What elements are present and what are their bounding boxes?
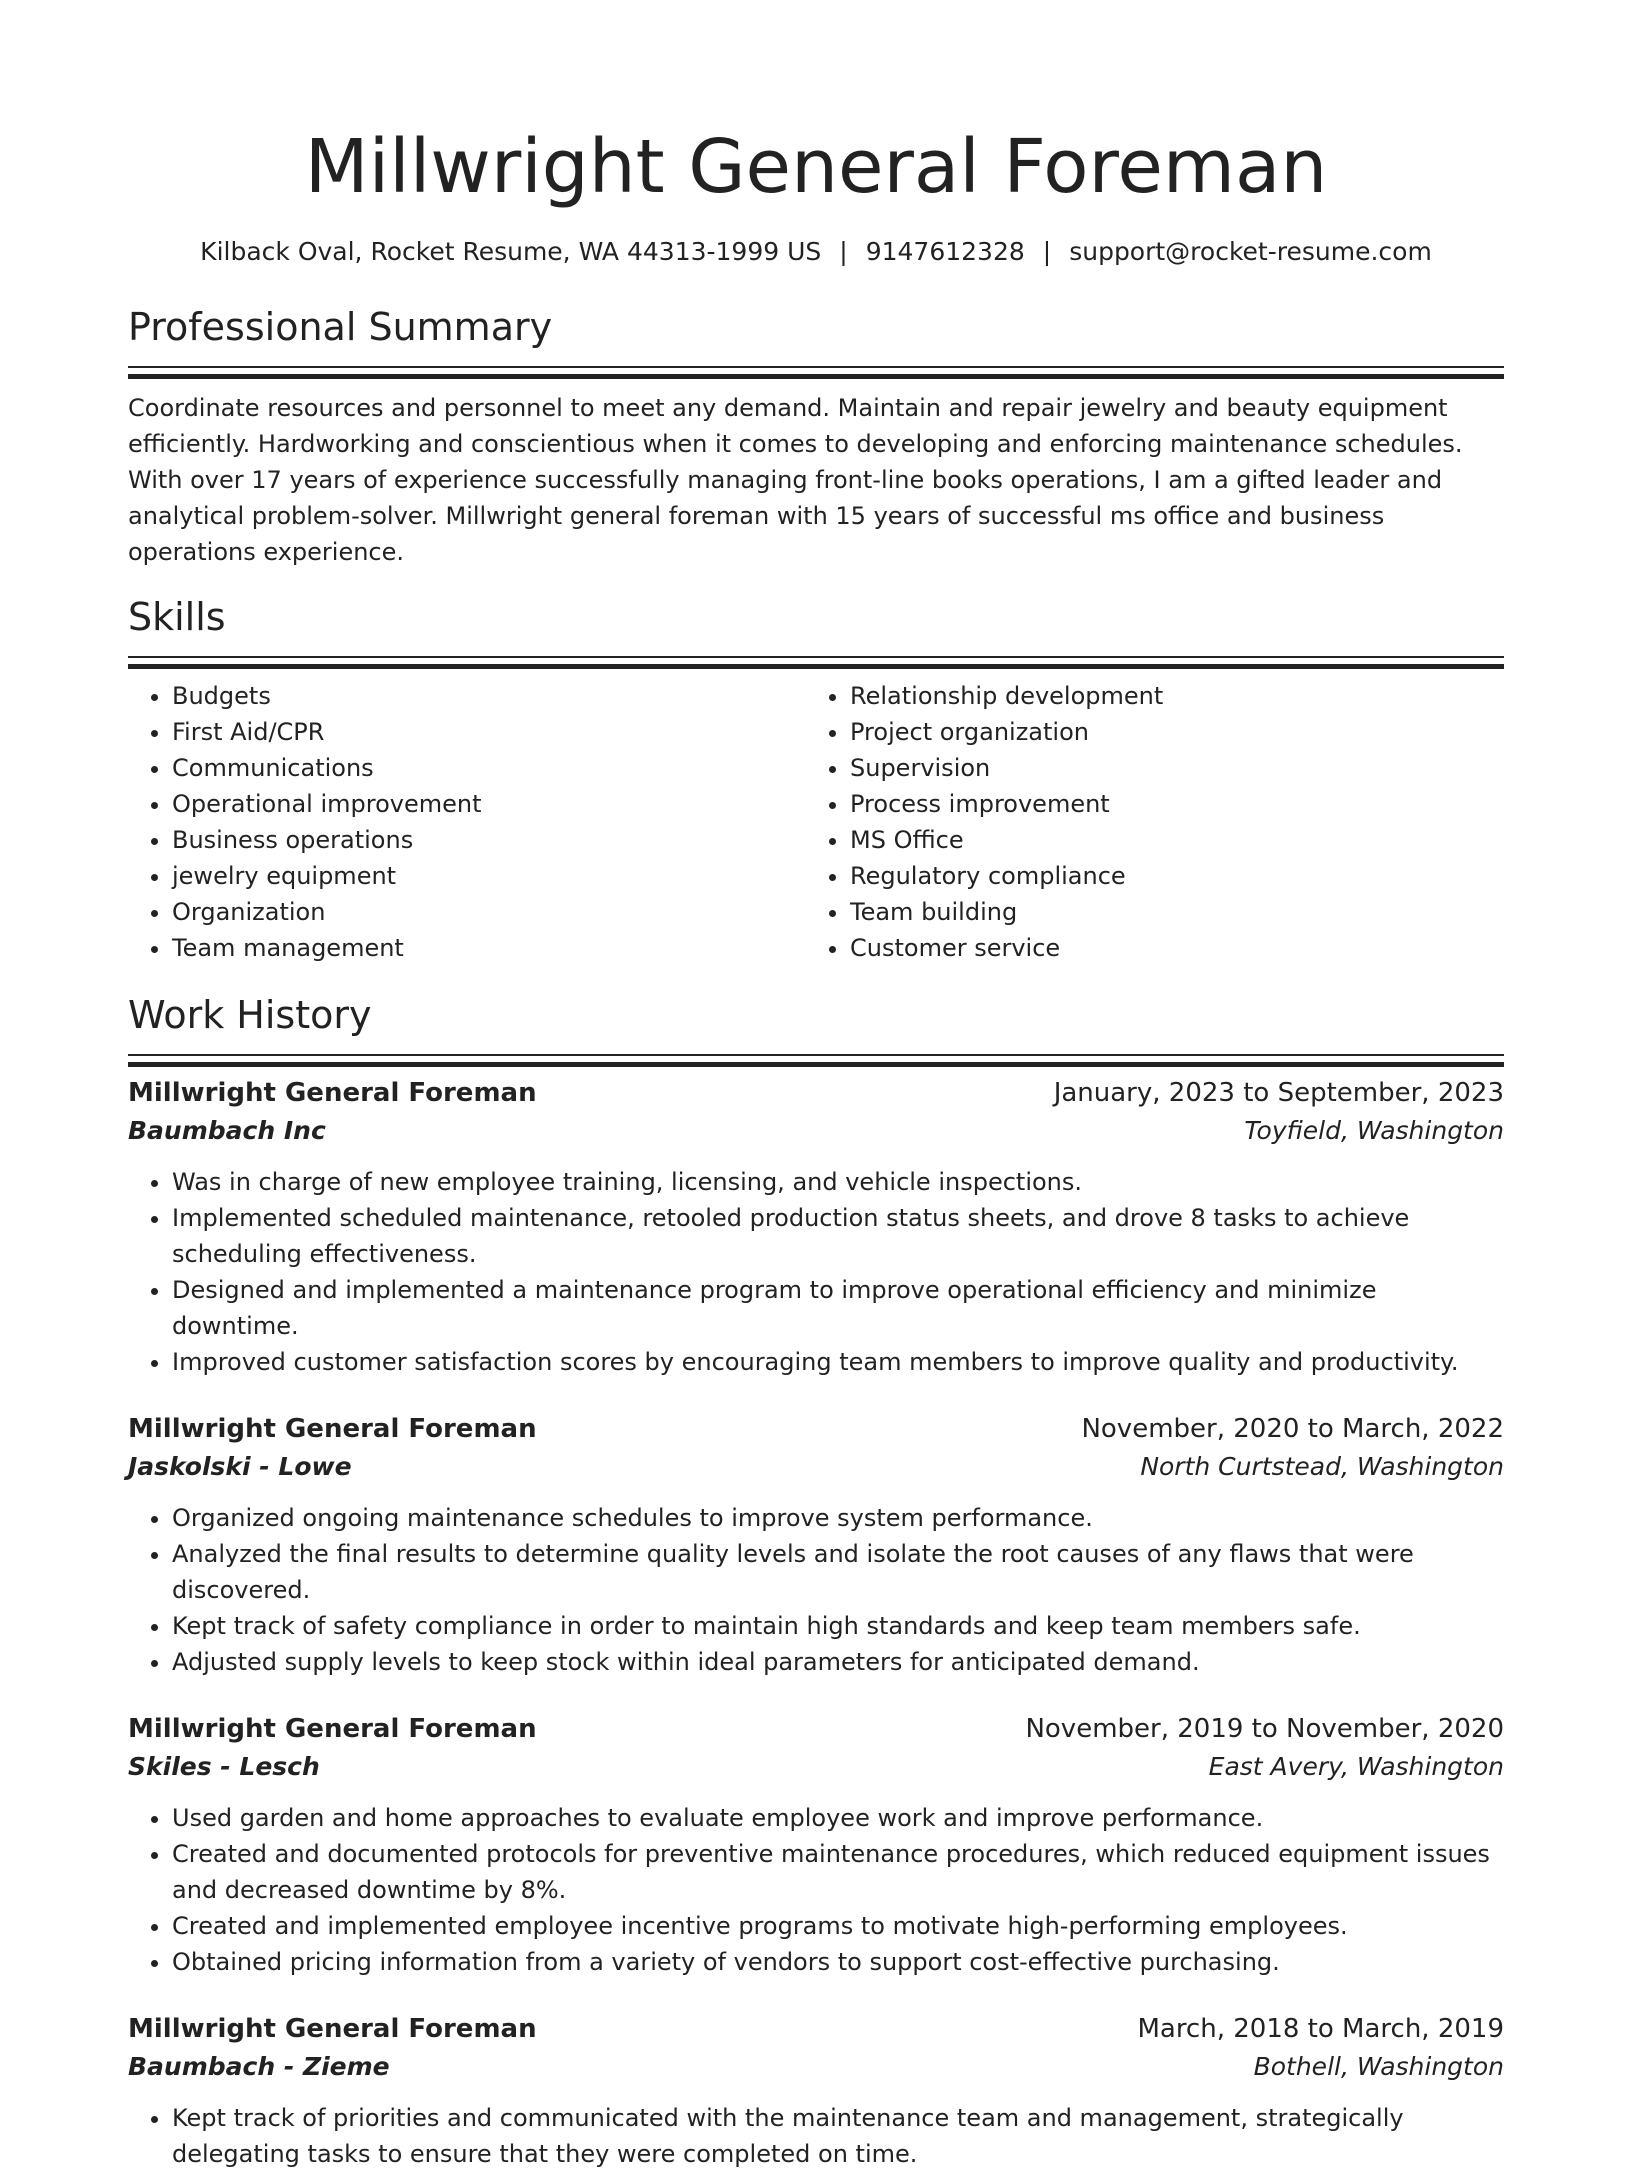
skill-item: • Business operations: [172, 822, 806, 858]
work-history-section: [128, 990, 1504, 2172]
job-header-row: [128, 1710, 1504, 1748]
job-bullet: • Improved customer satisfaction scores by encouraging team members to improve quality and productivity.: [172, 1344, 1504, 1380]
section-title: Professional Summary: [128, 305, 553, 349]
job-bullet: • Analyzed the final results to determine quality levels and isolate the root causes of any flaws that were discovered.: [172, 1536, 1504, 1608]
skill-item: • Regulatory compliance: [850, 858, 1484, 894]
section-title: Skills: [128, 595, 226, 639]
skill-item: • Communications: [172, 750, 806, 786]
job-location: East Avery, Washington: [1208, 1752, 1504, 1781]
job-subheader-row: [128, 2048, 1504, 2086]
section-divider: [128, 1054, 1504, 1066]
job-company: Baumbach Inc: [128, 1116, 326, 1145]
contact-separator: |: [839, 237, 848, 266]
skill-item: • Team building: [850, 894, 1484, 930]
job-bullet: • Designed and implemented a maintenance program to improve operational efficiency and minimize downtime.: [172, 1272, 1504, 1344]
skill-item: • Customer service: [850, 930, 1484, 966]
skills-list: [128, 678, 1504, 966]
contact-phone[interactable]: 9147612328: [865, 237, 1025, 266]
skills-column-right: [806, 678, 1484, 966]
job-bullet: • Kept track of priorities and communicated with the maintenance team and management, strategically delegating tasks to ensure that they were completed on time.: [172, 2100, 1504, 2172]
job-title: Millwright General Foreman: [128, 1714, 537, 1744]
job-bullet: • Was in charge of new employee training, licensing, and vehicle inspections.: [172, 1164, 1504, 1200]
job-header-row: [128, 1074, 1504, 1112]
section-divider: [128, 366, 1504, 378]
job-entry: [128, 2010, 1504, 2172]
job-bullet: • Adjusted supply levels to keep stock within ideal parameters for anticipated demand.: [172, 1644, 1504, 1680]
contact-line: [128, 236, 1504, 268]
skill-item: • First Aid/CPR: [172, 714, 806, 750]
resume-name: Millwright General Foreman: [304, 124, 1328, 210]
skill-item: • jewelry equipment: [172, 858, 806, 894]
job-title: Millwright General Foreman: [128, 2014, 537, 2044]
skills-section: [128, 592, 1504, 966]
skills-column-left: [128, 678, 806, 966]
job-bullets: [128, 2100, 1504, 2172]
job-header-row: [128, 1410, 1504, 1448]
job-bullet: • Organized ongoing maintenance schedules to improve system performance.: [172, 1500, 1504, 1536]
job-bullets: [128, 1164, 1504, 1380]
job-dates: March, 2018 to March, 2019: [1137, 2014, 1504, 2044]
job-company: Jaskolski - Lowe: [128, 1452, 352, 1481]
job-bullet: • Created and implemented employee incentive programs to motivate high-performing employees.: [172, 1908, 1504, 1944]
job-title: Millwright General Foreman: [128, 1078, 537, 1108]
job-entry: [128, 1074, 1504, 1380]
skill-item: • Process improvement: [850, 786, 1484, 822]
job-company: Skiles - Lesch: [128, 1752, 320, 1781]
job-company: Baumbach - Zieme: [128, 2052, 390, 2081]
skill-item: • Relationship development: [850, 678, 1484, 714]
job-bullet: • Kept track of safety compliance in order to maintain high standards and keep team members safe.: [172, 1608, 1504, 1644]
job-subheader-row: [128, 1448, 1504, 1486]
job-location: North Curtstead, Washington: [1140, 1452, 1504, 1481]
job-title: Millwright General Foreman: [128, 1414, 537, 1444]
skill-item: • Organization: [172, 894, 806, 930]
skill-item: • MS Office: [850, 822, 1484, 858]
job-dates: November, 2020 to March, 2022: [1081, 1414, 1504, 1444]
job-location: Bothell, Washington: [1253, 2052, 1504, 2081]
job-bullet: • Obtained pricing information from a variety of vendors to support cost-effective purchasing.: [172, 1944, 1504, 1980]
job-entry: [128, 1710, 1504, 1980]
job-dates: November, 2019 to November, 2020: [1025, 1714, 1504, 1744]
skill-item: • Project organization: [850, 714, 1484, 750]
section-title: Work History: [128, 993, 372, 1037]
skill-item: • Budgets: [172, 678, 806, 714]
skill-item: • Supervision: [850, 750, 1484, 786]
job-subheader-row: [128, 1748, 1504, 1786]
job-bullets: [128, 1800, 1504, 1980]
job-bullets: [128, 1500, 1504, 1680]
job-location: Toyfield, Washington: [1244, 1116, 1504, 1145]
resume-page: [128, 0, 1504, 2172]
summary-text: Coordinate resources and personnel to meet any demand. Maintain and repair jewelry and beauty equipment efficiently. Hardworking and conscientious when it comes to developing and enforcing maintenance schedules. With over 17 years of experience successfully managing front-line books operations, I am a gifted leader and analytical problem-solver. Millwright general foreman with 15 years of successful ms office and business operations experience.: [128, 394, 1463, 566]
skill-item: • Operational improvement: [172, 786, 806, 822]
job-dates: January, 2023 to September, 2023: [1053, 1078, 1504, 1108]
section-divider: [128, 656, 1504, 668]
contact-separator: |: [1042, 237, 1052, 266]
contact-email[interactable]: support@rocket-resume.com: [1069, 237, 1432, 266]
job-entry: [128, 1410, 1504, 1680]
skill-item: • Team management: [172, 930, 806, 966]
job-bullet: • Implemented scheduled maintenance, retooled production status sheets, and drove 8 tasks to achieve scheduling effectiveness.: [172, 1200, 1504, 1272]
contact-address: Kilback Oval, Rocket Resume, WA 44313-1999 US: [200, 237, 822, 266]
job-header-row: [128, 2010, 1504, 2048]
summary-section: [128, 302, 1504, 570]
job-subheader-row: [128, 1112, 1504, 1150]
job-bullet: • Used garden and home approaches to evaluate employee work and improve performance.: [172, 1800, 1504, 1836]
job-bullet: • Created and documented protocols for preventive maintenance procedures, which reduced equipment issues and decreased downtime by 8%.: [172, 1836, 1504, 1908]
